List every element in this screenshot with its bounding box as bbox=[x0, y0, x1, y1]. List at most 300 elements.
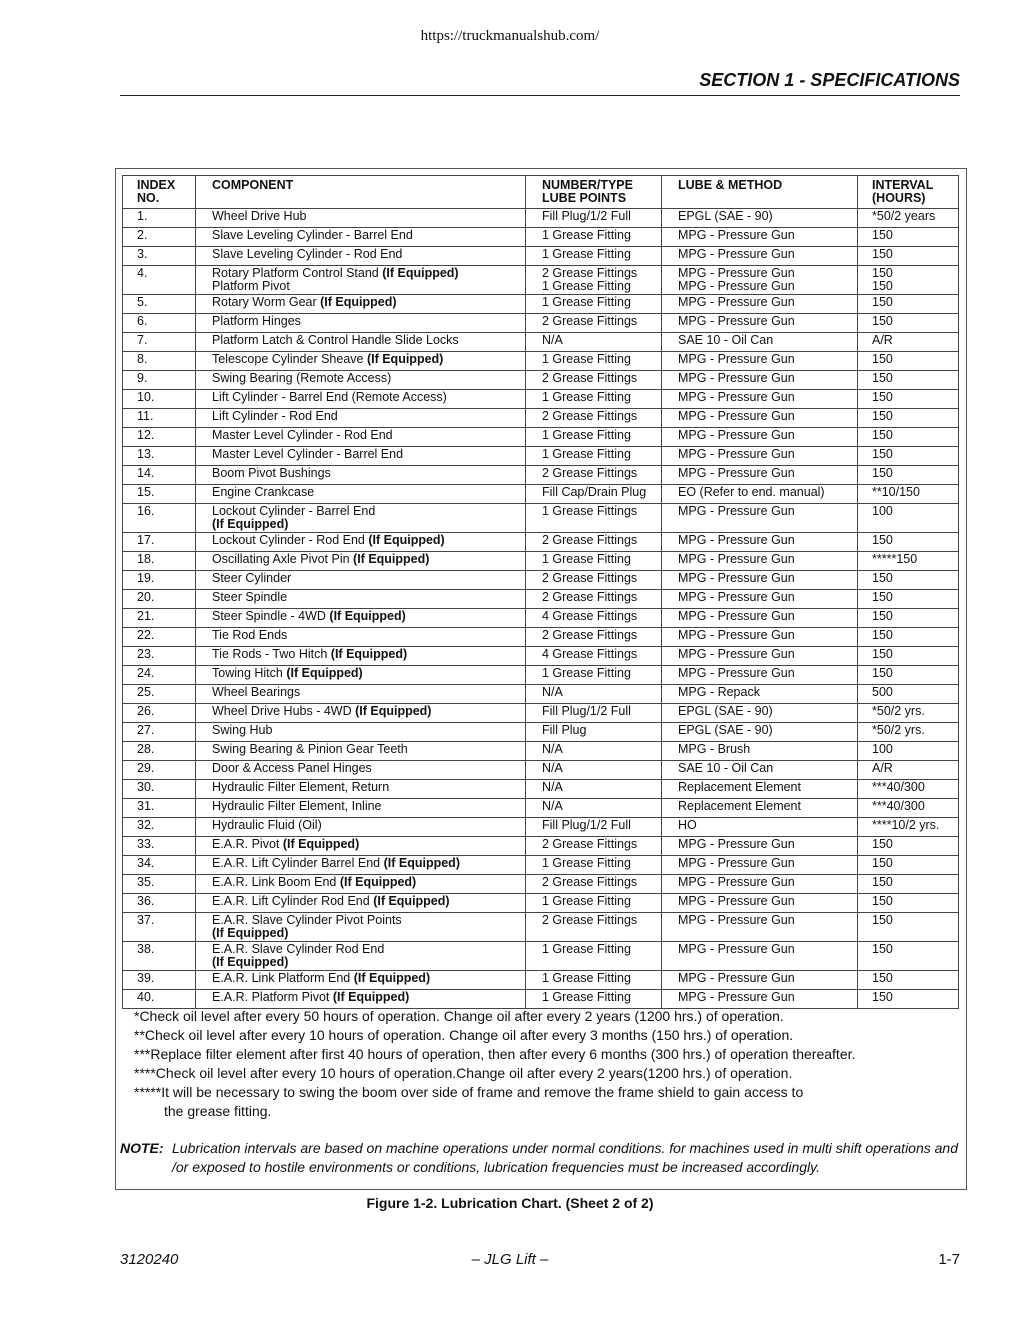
method-text: MPG - Pressure Gun bbox=[678, 352, 795, 366]
header-index bbox=[123, 176, 196, 209]
cell-method bbox=[662, 913, 858, 942]
method-text: MPG - Pressure Gun bbox=[678, 942, 795, 956]
cell-method bbox=[662, 504, 858, 533]
index-text: 4. bbox=[137, 266, 148, 280]
index-text: 23. bbox=[137, 647, 155, 661]
component-text: Swing Bearing (Remote Access) bbox=[212, 371, 392, 385]
cell-interval bbox=[858, 666, 959, 685]
doc-number: 3120240 bbox=[120, 1251, 179, 1268]
method-text: HO bbox=[678, 818, 697, 832]
table-row bbox=[123, 685, 959, 704]
cell-method bbox=[662, 875, 858, 894]
index-text: 16. bbox=[137, 504, 155, 518]
cell-points bbox=[526, 723, 662, 742]
method-text: Replacement Element bbox=[678, 780, 801, 794]
cell-index bbox=[123, 685, 196, 704]
component-text: Wheel Drive Hubs - 4WD bbox=[212, 704, 356, 718]
cell-method bbox=[662, 723, 858, 742]
cell-interval bbox=[858, 466, 959, 485]
cell-method bbox=[662, 314, 858, 333]
cell-method bbox=[662, 533, 858, 552]
cell-index bbox=[123, 247, 196, 266]
table-row bbox=[123, 447, 959, 466]
cell-interval bbox=[858, 723, 959, 742]
index-text: 20. bbox=[137, 590, 155, 604]
component-text: Steer Spindle - 4WD bbox=[212, 609, 330, 623]
method-text: SAE 10 - Oil Can bbox=[678, 333, 774, 347]
points-text: 1 Grease Fitting bbox=[542, 295, 631, 309]
interval-text: 150 bbox=[872, 295, 893, 309]
method-text: EPGL (SAE - 90) bbox=[678, 704, 773, 718]
lubrication-table bbox=[122, 175, 959, 1009]
cell-interval bbox=[858, 799, 959, 818]
table-row bbox=[123, 723, 959, 742]
interval-text: 150 bbox=[872, 647, 893, 661]
index-text: 21. bbox=[137, 609, 155, 623]
points-text: 2 Grease Fittings bbox=[542, 571, 638, 585]
cell-index bbox=[123, 628, 196, 647]
cell-points bbox=[526, 837, 662, 856]
cell-points bbox=[526, 466, 662, 485]
cell-index bbox=[123, 371, 196, 390]
component-text: Platform Hinges bbox=[212, 314, 301, 328]
table-row bbox=[123, 333, 959, 352]
interval-text: 150 bbox=[872, 390, 893, 404]
cell-interval bbox=[858, 704, 959, 723]
index-text: 31. bbox=[137, 799, 155, 813]
interval-text: 150 bbox=[872, 447, 893, 461]
interval-text: *50/2 yrs. bbox=[872, 723, 925, 737]
if-equipped-text: (If Equipped) bbox=[383, 856, 460, 870]
table-row bbox=[123, 228, 959, 247]
cell-component bbox=[196, 352, 526, 371]
points-text: Fill Plug/1/2 Full bbox=[542, 818, 631, 832]
table-row bbox=[123, 971, 959, 990]
cell-points bbox=[526, 628, 662, 647]
cell-method bbox=[662, 485, 858, 504]
cell-interval bbox=[858, 609, 959, 628]
cell-interval bbox=[858, 990, 959, 1009]
cell-index bbox=[123, 799, 196, 818]
cell-index bbox=[123, 409, 196, 428]
cell-method bbox=[662, 799, 858, 818]
interval-text: ****10/2 yrs. bbox=[872, 818, 940, 832]
cell-points bbox=[526, 333, 662, 352]
cell-points bbox=[526, 314, 662, 333]
interval-text: A/R bbox=[872, 333, 893, 347]
component-text: Wheel Bearings bbox=[212, 685, 301, 699]
if-equipped-text: (If Equipped) bbox=[212, 926, 289, 940]
if-equipped-text: (If Equipped) bbox=[332, 990, 410, 1004]
cell-interval bbox=[858, 628, 959, 647]
cell-component bbox=[196, 571, 526, 590]
index-text: 38. bbox=[137, 942, 155, 956]
interval-text: 150 bbox=[872, 856, 893, 870]
cell-method bbox=[662, 990, 858, 1009]
component-text: Lockout Cylinder - Rod End bbox=[212, 533, 369, 547]
cell-points bbox=[526, 371, 662, 390]
cell-points bbox=[526, 647, 662, 666]
interval-text: 500 bbox=[872, 685, 893, 699]
interval-text: **10/150 bbox=[872, 485, 920, 499]
points-text: 1 Grease Fitting bbox=[542, 352, 631, 366]
method-text: MPG - Pressure Gun bbox=[678, 666, 795, 680]
method-text: MPG - Pressure Gun bbox=[678, 314, 795, 328]
cell-index bbox=[123, 704, 196, 723]
cell-component bbox=[196, 971, 526, 990]
interval-text: ***40/300 bbox=[872, 780, 925, 794]
interval-text: *****150 bbox=[872, 552, 918, 566]
cell-interval bbox=[858, 647, 959, 666]
method-text: MPG - Pressure Gun bbox=[678, 466, 795, 480]
cell-index bbox=[123, 590, 196, 609]
header-interval bbox=[858, 176, 959, 209]
method-text: MPG - Pressure Gun bbox=[678, 371, 795, 385]
cell-index bbox=[123, 894, 196, 913]
cell-method bbox=[662, 466, 858, 485]
method-text: MPG - Pressure Gun bbox=[678, 409, 795, 423]
cell-component bbox=[196, 875, 526, 894]
footnote: **Check oil level after every 10 hours of operation. Change oil after every 3 months (150 hrs.) of operation. bbox=[134, 1027, 794, 1043]
points-text: 2 Grease Fittings bbox=[542, 314, 638, 328]
cell-interval bbox=[858, 875, 959, 894]
method-text: MPG - Brush bbox=[678, 742, 751, 756]
cell-index bbox=[123, 780, 196, 799]
table-row bbox=[123, 704, 959, 723]
cell-method bbox=[662, 780, 858, 799]
cell-interval bbox=[858, 533, 959, 552]
cell-index bbox=[123, 504, 196, 533]
cell-index bbox=[123, 390, 196, 409]
points-text: N/A bbox=[542, 799, 563, 813]
cell-index bbox=[123, 761, 196, 780]
points-text: 1 Grease Fitting bbox=[542, 990, 631, 1004]
index-text: 18. bbox=[137, 552, 155, 566]
interval-text: 150 bbox=[872, 875, 893, 889]
cell-component bbox=[196, 742, 526, 761]
cell-component bbox=[196, 685, 526, 704]
points-text: 2 Grease Fittings bbox=[542, 266, 638, 280]
cell-interval bbox=[858, 247, 959, 266]
note-block bbox=[120, 1139, 962, 1177]
method-text: MPG - Pressure Gun bbox=[678, 647, 795, 661]
table-row bbox=[123, 590, 959, 609]
footer-center: – JLG Lift – bbox=[471, 1251, 549, 1268]
points-text: 1 Grease Fitting bbox=[542, 228, 631, 242]
cell-index bbox=[123, 209, 196, 228]
cell-component bbox=[196, 295, 526, 314]
interval-text: 150 bbox=[872, 314, 893, 328]
points-text: 2 Grease Fittings bbox=[542, 590, 638, 604]
cell-points bbox=[526, 352, 662, 371]
points-text: N/A bbox=[542, 780, 563, 794]
cell-points bbox=[526, 295, 662, 314]
cell-index bbox=[123, 723, 196, 742]
cell-points bbox=[526, 685, 662, 704]
interval-text: 150 bbox=[872, 609, 893, 623]
cell-points bbox=[526, 818, 662, 837]
table-row bbox=[123, 609, 959, 628]
component-text: Boom Pivot Bushings bbox=[212, 466, 331, 480]
cell-index bbox=[123, 552, 196, 571]
cell-component bbox=[196, 466, 526, 485]
index-text: 34. bbox=[137, 856, 155, 870]
method-text: MPG - Pressure Gun bbox=[678, 628, 795, 642]
cell-interval bbox=[858, 295, 959, 314]
component-text: Hydraulic Fluid (Oil) bbox=[212, 818, 322, 832]
index-text: 28. bbox=[137, 742, 155, 756]
cell-method bbox=[662, 837, 858, 856]
table-row bbox=[123, 533, 959, 552]
table-row bbox=[123, 485, 959, 504]
cell-component bbox=[196, 590, 526, 609]
component-text: Rotary Platform Control Stand bbox=[212, 266, 383, 280]
table-row bbox=[123, 818, 959, 837]
cell-index bbox=[123, 913, 196, 942]
method-text: MPG - Pressure Gun bbox=[678, 447, 795, 461]
table-row bbox=[123, 428, 959, 447]
if-equipped-text: (If Equipped) bbox=[212, 517, 289, 531]
interval-text: 150 bbox=[872, 466, 893, 480]
footnotes bbox=[134, 1007, 954, 1121]
cell-index bbox=[123, 742, 196, 761]
interval-text: 150 bbox=[872, 990, 893, 1004]
component-text: Steer Spindle bbox=[212, 590, 288, 604]
cell-component bbox=[196, 247, 526, 266]
interval-text: 150 bbox=[872, 837, 893, 851]
component-text: Swing Hub bbox=[212, 723, 273, 737]
points-text: 2 Grease Fittings bbox=[542, 837, 638, 851]
cell-method bbox=[662, 266, 858, 295]
method-text: MPG - Pressure Gun bbox=[678, 590, 795, 604]
table-row bbox=[123, 913, 959, 942]
footnote: the grease fitting. bbox=[164, 1103, 272, 1119]
cell-method bbox=[662, 352, 858, 371]
footnote: *****It will be necessary to swing the boom over side of frame and remove the frame shield to gain access to bbox=[134, 1084, 804, 1100]
interval-text: 150 bbox=[872, 666, 893, 680]
cell-method bbox=[662, 894, 858, 913]
interval-text: 150 bbox=[872, 971, 893, 985]
cell-interval bbox=[858, 894, 959, 913]
index-text: 26. bbox=[137, 704, 155, 718]
cell-interval bbox=[858, 780, 959, 799]
cell-component bbox=[196, 428, 526, 447]
component-text: E.A.R. Link Platform End bbox=[212, 971, 354, 985]
index-text: 22. bbox=[137, 628, 155, 642]
cell-points bbox=[526, 704, 662, 723]
header-points bbox=[526, 176, 662, 209]
index-text: 29. bbox=[137, 761, 155, 775]
interval-text: ***40/300 bbox=[872, 799, 925, 813]
index-text: 17. bbox=[137, 533, 155, 547]
interval-text: 150 bbox=[872, 371, 893, 385]
index-text: 19. bbox=[137, 571, 155, 585]
table-row bbox=[123, 875, 959, 894]
table-row bbox=[123, 761, 959, 780]
index-text: 36. bbox=[137, 894, 155, 908]
cell-interval bbox=[858, 209, 959, 228]
header-points-label: NUMBER/TYPE LUBE POINTS bbox=[542, 178, 633, 205]
index-text: 39. bbox=[137, 971, 155, 985]
method-text: MPG - Pressure Gun bbox=[678, 504, 795, 518]
cell-points bbox=[526, 894, 662, 913]
index-text: 37. bbox=[137, 913, 155, 927]
cell-method bbox=[662, 942, 858, 971]
cell-method bbox=[662, 647, 858, 666]
index-text: 13. bbox=[137, 447, 155, 461]
method-text: MPG - Pressure Gun bbox=[678, 295, 795, 309]
interval-text: 150 bbox=[872, 352, 893, 366]
method-text: MPG - Pressure Gun bbox=[678, 609, 795, 623]
table-row bbox=[123, 571, 959, 590]
cell-interval bbox=[858, 333, 959, 352]
component-text: Oscillating Axle Pivot Pin bbox=[212, 552, 354, 566]
index-text: 2. bbox=[137, 228, 148, 242]
if-equipped-text: (If Equipped) bbox=[339, 875, 417, 889]
points-text: Fill Plug/1/2 Full bbox=[542, 704, 631, 718]
index-text: 35. bbox=[137, 875, 155, 889]
index-text: 25. bbox=[137, 685, 155, 699]
footnote: *Check oil level after every 50 hours of operation. Change oil after every 2 years (1200 hrs.) of operation. bbox=[134, 1008, 784, 1024]
points-text: 1 Grease Fitting bbox=[542, 279, 631, 293]
interval-text: 150 bbox=[872, 279, 893, 293]
method-text: EO (Refer to end. manual) bbox=[678, 485, 825, 499]
method-text: MPG - Pressure Gun bbox=[678, 875, 795, 889]
table-row bbox=[123, 894, 959, 913]
cell-method bbox=[662, 971, 858, 990]
table-row bbox=[123, 647, 959, 666]
cell-points bbox=[526, 447, 662, 466]
cell-component bbox=[196, 485, 526, 504]
points-text: 2 Grease Fittings bbox=[542, 409, 638, 423]
component-text: E.A.R. Lift Cylinder Barrel End bbox=[212, 856, 384, 870]
component-text: Engine Crankcase bbox=[212, 485, 315, 499]
cell-component bbox=[196, 552, 526, 571]
header-interval-label: INTERVAL (HOURS) bbox=[872, 178, 934, 205]
cell-index bbox=[123, 314, 196, 333]
cell-interval bbox=[858, 228, 959, 247]
points-text: N/A bbox=[542, 333, 563, 347]
cell-index bbox=[123, 447, 196, 466]
table-row bbox=[123, 628, 959, 647]
method-text: MPG - Pressure Gun bbox=[678, 990, 795, 1004]
if-equipped-text: (If Equipped) bbox=[286, 666, 363, 680]
cell-points bbox=[526, 209, 662, 228]
index-text: 12. bbox=[137, 428, 155, 442]
cell-index bbox=[123, 609, 196, 628]
cell-method bbox=[662, 856, 858, 875]
interval-text: A/R bbox=[872, 761, 893, 775]
points-text: 1 Grease Fitting bbox=[542, 942, 631, 956]
interval-text: *50/2 yrs. bbox=[872, 704, 925, 718]
cell-interval bbox=[858, 913, 959, 942]
table-header-row bbox=[123, 176, 959, 209]
cell-points bbox=[526, 780, 662, 799]
cell-interval bbox=[858, 266, 959, 295]
component-text: E.A.R. Pivot bbox=[212, 837, 283, 851]
cell-method bbox=[662, 590, 858, 609]
component-text: E.A.R. Slave Cylinder Rod End bbox=[212, 942, 385, 956]
cell-index bbox=[123, 942, 196, 971]
points-text: 1 Grease Fitting bbox=[542, 390, 631, 404]
cell-component bbox=[196, 371, 526, 390]
points-text: 1 Grease Fitting bbox=[542, 247, 631, 261]
component-text: Swing Bearing & Pinion Gear Teeth bbox=[212, 742, 408, 756]
cell-interval bbox=[858, 761, 959, 780]
if-equipped-text: (If Equipped) bbox=[353, 552, 430, 566]
cell-interval bbox=[858, 314, 959, 333]
if-equipped-text: (If Equipped) bbox=[330, 647, 408, 661]
cell-points bbox=[526, 533, 662, 552]
cell-component bbox=[196, 647, 526, 666]
if-equipped-text: (If Equipped) bbox=[329, 609, 406, 623]
method-text: MPG - Pressure Gun bbox=[678, 428, 795, 442]
table-row bbox=[123, 247, 959, 266]
cell-interval bbox=[858, 571, 959, 590]
cell-method bbox=[662, 628, 858, 647]
table-row bbox=[123, 466, 959, 485]
points-text: 2 Grease Fittings bbox=[542, 875, 638, 889]
index-text: 11. bbox=[137, 409, 154, 423]
cell-component bbox=[196, 390, 526, 409]
cell-points bbox=[526, 247, 662, 266]
points-text: 2 Grease Fittings bbox=[542, 628, 638, 642]
method-text: MPG - Pressure Gun bbox=[678, 913, 795, 927]
points-text: 1 Grease Fitting bbox=[542, 894, 631, 908]
header-method: LUBE & METHOD bbox=[662, 176, 858, 209]
cell-component bbox=[196, 314, 526, 333]
index-text: 30. bbox=[137, 780, 155, 794]
index-text: 40. bbox=[137, 990, 155, 1004]
interval-text: 150 bbox=[872, 590, 893, 604]
cell-component bbox=[196, 609, 526, 628]
cell-interval bbox=[858, 447, 959, 466]
index-text: 5. bbox=[137, 295, 148, 309]
cell-method bbox=[662, 295, 858, 314]
method-text: MPG - Pressure Gun bbox=[678, 266, 795, 280]
index-text: 32. bbox=[137, 818, 155, 832]
source-url: https://truckmanualshub.com/ bbox=[420, 28, 600, 44]
points-text: N/A bbox=[542, 761, 563, 775]
cell-method bbox=[662, 761, 858, 780]
points-text: Fill Plug/1/2 Full bbox=[542, 209, 631, 223]
cell-component bbox=[196, 533, 526, 552]
cell-points bbox=[526, 913, 662, 942]
method-text: MPG - Repack bbox=[678, 685, 760, 699]
cell-points bbox=[526, 485, 662, 504]
cell-index bbox=[123, 466, 196, 485]
index-text: 15. bbox=[137, 485, 155, 499]
cell-method bbox=[662, 552, 858, 571]
table-row bbox=[123, 666, 959, 685]
cell-points bbox=[526, 504, 662, 533]
cell-component bbox=[196, 704, 526, 723]
interval-text: 150 bbox=[872, 409, 893, 423]
interval-text: 150 bbox=[872, 913, 893, 927]
table-row bbox=[123, 552, 959, 571]
cell-component bbox=[196, 447, 526, 466]
cell-index bbox=[123, 571, 196, 590]
cell-index bbox=[123, 647, 196, 666]
table-row bbox=[123, 409, 959, 428]
table-row bbox=[123, 780, 959, 799]
table-row bbox=[123, 266, 959, 295]
component-text: Lift Cylinder - Rod End bbox=[212, 409, 338, 423]
interval-text: *50/2 years bbox=[872, 209, 936, 223]
points-text: 2 Grease Fittings bbox=[542, 533, 638, 547]
cell-points bbox=[526, 266, 662, 295]
cell-interval bbox=[858, 971, 959, 990]
